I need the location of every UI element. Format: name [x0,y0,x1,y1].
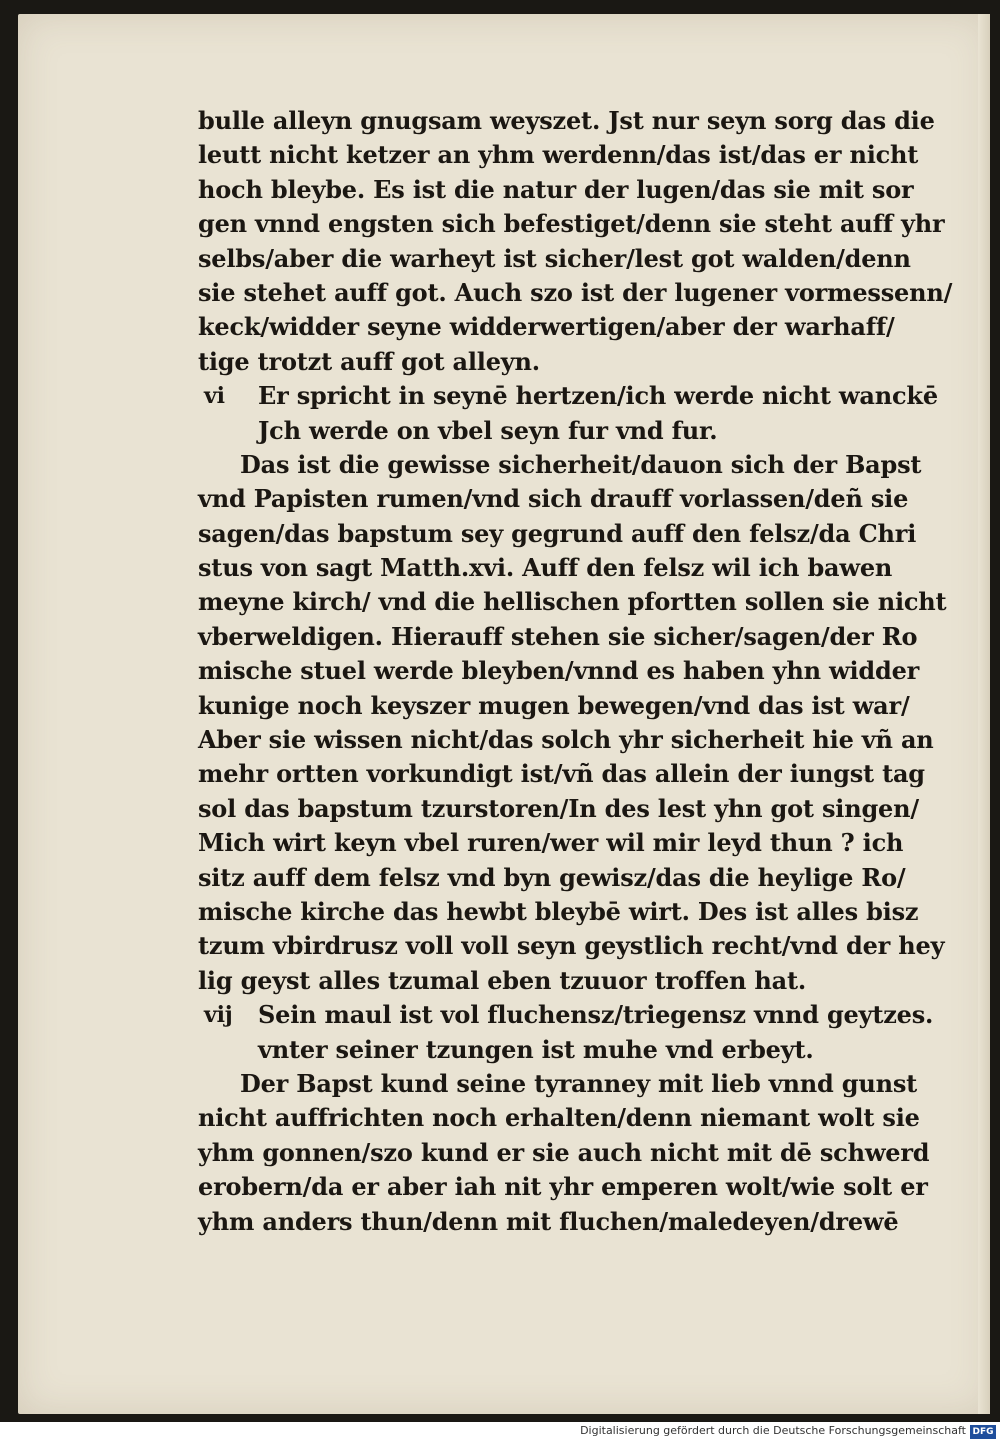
text-line: tige trotzt auff got alleyn. [198,346,540,376]
text-line: yhm anders thun/denn mit fluchen/maledeyen/drewē [198,1206,899,1236]
paragraph-start-line: Das ist die gewisse sicherheit/dauon sich der Bapst [240,449,922,479]
text-line: leutt nicht ketzer an yhm werdenn/das ist/das er nicht [198,140,919,170]
text-line: gen vnnd engsten sich befestiget/denn sie steht auff yhr [198,209,945,239]
page-edge [978,14,990,1414]
verse-text: Er spricht in seynē hertzen/ich werde nicht wanckē [258,381,938,411]
text-line: mehr ortten vorkundigt ist/vñ das allein der iungst tag [198,759,925,789]
text-line: selbs/aber die warheyt ist sicher/lest got walden/denn [198,243,911,273]
text-line: mische kirche das hewbt bleybē wirt. Des ist alles bisz [198,896,919,926]
text-line: Mich wirt keyn vbel ruren/wer wil mir leyd thun ? ich [198,828,904,858]
text-line: nicht auffrichten noch erhalten/denn niemant wolt sie [198,1103,920,1133]
verse-number: vij [204,1002,233,1029]
text-line: sol das bapstum tzurstoren/In des lest yhn got singen/ [198,793,919,823]
text-line: mische stuel werde bleyben/vnnd es haben yhn widder [198,656,920,686]
text-line: meyne kirch/ vnd die hellischen pfortten sollen sie nicht [198,587,947,617]
text-line: hoch bleybe. Es ist die natur der lugen/das sie mit sor [198,174,914,204]
text-block [198,104,958,1239]
text-line: tzum vbirdrusz voll voll seyn geystlich recht/vnd der hey [198,931,945,961]
text-line: kunige noch keyszer mugen bewegen/vnd das ist war/ [198,690,910,720]
text-line: yhm gonnen/szo kund er sie auch nicht mit dē schwerd [198,1137,930,1167]
dfg-logo: DFG [970,1425,996,1439]
verse-line [198,379,958,413]
verse-number: vi [204,383,225,410]
verse-line: Jch werde on vbel seyn fur vnd fur. [258,415,718,445]
verse-line: vnter seiner tzungen ist muhe vnd erbeyt. [258,1034,814,1064]
text-line: stus von sagt Matth.xvi. Auff den felsz wil ich bawen [198,553,893,583]
text-line: sagen/das bapstum sey gegrund auff den felsz/da Chri [198,518,917,548]
text-line: Aber sie wissen nicht/das solch yhr sicherheit hie vñ an [198,725,934,755]
text-line: erobern/da er aber iah nit yhr emperen wolt/wie solt er [198,1172,928,1202]
verse-text: Sein maul ist vol fluchensz/triegensz vnnd geytzes. [258,1000,934,1030]
text-line: sie stehet auff got. Auch szo ist der lugener vormessenn/ [198,277,953,307]
book-page [18,14,990,1414]
text-line: lig geyst alles tzumal eben tzuuor troffen hat. [198,965,807,995]
footer-bar [0,1422,1000,1442]
text-line: vnd Papisten rumen/vnd sich drauff vorlassen/deñ sie [198,484,909,514]
text-line: bulle alleyn gnugsam weyszet. Jst nur seyn sorg das die [198,106,935,135]
text-line: vberweldigen. Hierauff stehen sie sicher/sagen/der Ro [198,621,918,651]
funding-credit: Digitalisierung gefördert durch die Deutsche Forschungsgemeinschaft [580,1424,966,1437]
paragraph-start-line: Der Bapst kund seine tyranney mit lieb vnnd gunst [240,1068,918,1098]
text-line: sitz auff dem felsz vnd byn gewisz/das die heylige Ro/ [198,862,906,892]
text-line: keck/widder seyne widderwertigen/aber der warhaff/ [198,312,895,342]
verse-line [198,998,958,1032]
